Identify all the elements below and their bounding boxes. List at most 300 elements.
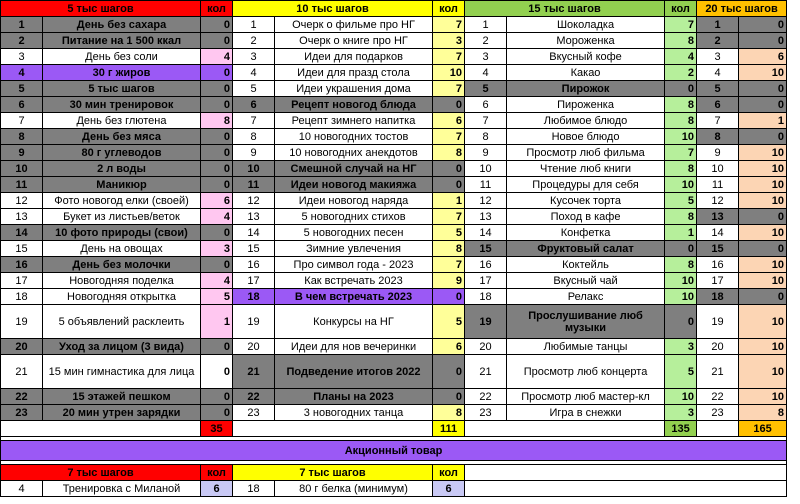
g1-task-name: День без соли [43, 49, 201, 65]
table-row [1, 389, 787, 405]
g3-row-number: 20 [465, 339, 507, 355]
header-20k-title: 20 тыс шагов [697, 1, 787, 17]
g1-task-name: День без молочки [43, 257, 201, 273]
g4-task-count: 10 [739, 193, 787, 209]
g3-task-name: Просмотр люб концерта [507, 355, 665, 389]
promo-item-2-count: 6 [433, 481, 465, 497]
g3-task-count: 10 [665, 129, 697, 145]
g2-task-name: Зимние увлечения [275, 241, 433, 257]
g3-task-name: Игра в снежки [507, 405, 665, 421]
g1-task-count: 0 [201, 97, 233, 113]
g4-task-count: 10 [739, 177, 787, 193]
g3-task-count: 0 [665, 241, 697, 257]
g2-row-number: 18 [233, 289, 275, 305]
g1-task-name: День на овощах [43, 241, 201, 257]
g1-task-name: Новогодняя поделка [43, 273, 201, 289]
table-row [1, 405, 787, 421]
g3-task-count: 10 [665, 389, 697, 405]
g4-task-count: 10 [739, 257, 787, 273]
g1-task-name: Уход за лицом (3 вида) [43, 339, 201, 355]
g3-task-count: 2 [665, 65, 697, 81]
g1-row-number: 19 [1, 305, 43, 339]
total-20k: 165 [739, 421, 787, 437]
promo-item-1-name: Тренировка с Миланой [43, 481, 201, 497]
g1-task-count: 0 [201, 389, 233, 405]
g2-task-name: 10 новогодних тостов [275, 129, 433, 145]
g2-task-count: 5 [433, 225, 465, 241]
g1-row-number: 9 [1, 145, 43, 161]
g2-row-number: 4 [233, 65, 275, 81]
g2-row-number: 9 [233, 145, 275, 161]
g4-row-number: 4 [697, 65, 739, 81]
g2-task-name: Идеи для подарков [275, 49, 433, 65]
g1-task-count: 6 [201, 193, 233, 209]
g2-task-count: 0 [433, 161, 465, 177]
g2-task-count: 9 [433, 273, 465, 289]
totals-row [1, 421, 787, 437]
g3-row-number: 22 [465, 389, 507, 405]
promo-item-1-count: 6 [201, 481, 233, 497]
g2-row-number: 6 [233, 97, 275, 113]
g1-task-count: 1 [201, 305, 233, 339]
total-5k: 35 [201, 421, 233, 437]
g2-task-count: 1 [433, 193, 465, 209]
g3-task-name: Новое блюдо [507, 129, 665, 145]
g4-task-count: 1 [739, 113, 787, 129]
g3-row-number: 5 [465, 81, 507, 97]
g2-task-count: 7 [433, 129, 465, 145]
g2-task-count: 0 [433, 97, 465, 113]
g3-row-number: 13 [465, 209, 507, 225]
g2-task-count: 3 [433, 33, 465, 49]
g1-task-count: 0 [201, 257, 233, 273]
g3-row-number: 19 [465, 305, 507, 339]
g2-row-number: 1 [233, 17, 275, 33]
g3-row-number: 6 [465, 97, 507, 113]
g3-row-number: 4 [465, 65, 507, 81]
g2-row-number: 19 [233, 305, 275, 339]
blank-cell [465, 465, 787, 481]
table-row [1, 97, 787, 113]
g3-row-number: 8 [465, 129, 507, 145]
g3-row-number: 7 [465, 113, 507, 129]
g1-task-name: 5 объявлений расклеить [43, 305, 201, 339]
promo-header-1-title: 7 тыс шагов [1, 465, 201, 481]
g4-row-number: 19 [697, 305, 739, 339]
g2-task-name: 5 новогодних стихов [275, 209, 433, 225]
g4-task-count: 0 [739, 33, 787, 49]
blank-cell [697, 421, 739, 437]
g1-task-count: 4 [201, 49, 233, 65]
blank-cell [465, 421, 665, 437]
promo-item-1-number: 4 [1, 481, 43, 497]
g3-task-count: 7 [665, 17, 697, 33]
g3-row-number: 14 [465, 225, 507, 241]
g2-task-name: Идеи украшения дома [275, 81, 433, 97]
g3-task-count: 1 [665, 225, 697, 241]
g2-task-count: 7 [433, 49, 465, 65]
g2-task-name: Рецепт новогод блюда [275, 97, 433, 113]
promo-item-2-name: 80 г белка (минимум) [275, 481, 433, 497]
g3-task-count: 0 [665, 81, 697, 97]
g1-row-number: 11 [1, 177, 43, 193]
g1-row-number: 8 [1, 129, 43, 145]
g3-task-count: 0 [665, 305, 697, 339]
g4-task-count: 8 [739, 405, 787, 421]
g1-task-count: 0 [201, 33, 233, 49]
g2-task-count: 0 [433, 289, 465, 305]
g1-row-number: 1 [1, 17, 43, 33]
g2-row-number: 17 [233, 273, 275, 289]
table-row [1, 177, 787, 193]
g4-row-number: 17 [697, 273, 739, 289]
promo-item-2-number: 18 [233, 481, 275, 497]
table-row [1, 225, 787, 241]
g4-row-number: 13 [697, 209, 739, 225]
g1-task-count: 4 [201, 273, 233, 289]
g2-task-name: Идеи для празд стола [275, 65, 433, 81]
header-5k-title: 5 тыс шагов [1, 1, 201, 17]
g1-task-name: Новогодняя открытка [43, 289, 201, 305]
g1-task-name: Маникюр [43, 177, 201, 193]
blank-cell [1, 421, 201, 437]
g3-task-count: 10 [665, 177, 697, 193]
header-15k-kol: кол [665, 1, 697, 17]
g1-task-count: 8 [201, 113, 233, 129]
g3-task-name: Чтение люб книги [507, 161, 665, 177]
g1-task-count: 0 [201, 129, 233, 145]
g3-row-number: 1 [465, 17, 507, 33]
g3-row-number: 23 [465, 405, 507, 421]
g4-row-number: 23 [697, 405, 739, 421]
g3-task-count: 10 [665, 273, 697, 289]
table-row [1, 193, 787, 209]
table-row [1, 17, 787, 33]
blank-cell [233, 421, 433, 437]
g2-task-name: Как встречать 2023 [275, 273, 433, 289]
g1-row-number: 3 [1, 49, 43, 65]
table-row [1, 209, 787, 225]
g1-task-name: День без сахара [43, 17, 201, 33]
g1-task-name: День без мяса [43, 129, 201, 145]
g1-row-number: 21 [1, 355, 43, 389]
g3-task-name: Мороженка [507, 33, 665, 49]
g2-row-number: 3 [233, 49, 275, 65]
g2-task-count: 8 [433, 405, 465, 421]
g4-row-number: 8 [697, 129, 739, 145]
g3-task-count: 8 [665, 257, 697, 273]
g1-task-name: 30 г жиров [43, 65, 201, 81]
g1-row-number: 17 [1, 273, 43, 289]
g3-task-count: 5 [665, 355, 697, 389]
g2-task-count: 0 [433, 389, 465, 405]
g3-task-count: 3 [665, 405, 697, 421]
g4-row-number: 20 [697, 339, 739, 355]
g3-task-name: Кусочек торта [507, 193, 665, 209]
g4-row-number: 12 [697, 193, 739, 209]
g4-row-number: 21 [697, 355, 739, 389]
promo-header-2-kol: кол [433, 465, 465, 481]
g2-task-count: 0 [433, 355, 465, 389]
g1-row-number: 2 [1, 33, 43, 49]
g2-row-number: 10 [233, 161, 275, 177]
g4-task-count: 0 [739, 17, 787, 33]
g3-task-name: Процедуры для себя [507, 177, 665, 193]
promo-item-row [1, 481, 787, 497]
g4-row-number: 7 [697, 113, 739, 129]
g2-task-count: 0 [433, 177, 465, 193]
g3-task-name: Пироженка [507, 97, 665, 113]
table-row [1, 273, 787, 289]
g3-task-count: 8 [665, 161, 697, 177]
g3-task-count: 3 [665, 339, 697, 355]
g4-row-number: 10 [697, 161, 739, 177]
g3-task-name: Любимое блюдо [507, 113, 665, 129]
g1-task-count: 0 [201, 145, 233, 161]
g3-row-number: 15 [465, 241, 507, 257]
g2-task-count: 6 [433, 339, 465, 355]
g1-task-name: 15 этажей пешком [43, 389, 201, 405]
g2-row-number: 23 [233, 405, 275, 421]
table-row [1, 145, 787, 161]
g4-row-number: 14 [697, 225, 739, 241]
g4-task-count: 0 [739, 289, 787, 305]
g3-task-name: Фруктовый салат [507, 241, 665, 257]
g2-row-number: 21 [233, 355, 275, 389]
table-row [1, 113, 787, 129]
g2-task-name: Подведение итогов 2022 [275, 355, 433, 389]
g4-task-count: 0 [739, 209, 787, 225]
g4-row-number: 15 [697, 241, 739, 257]
g1-task-name: 80 г углеводов [43, 145, 201, 161]
g3-task-count: 5 [665, 193, 697, 209]
g1-task-count: 0 [201, 65, 233, 81]
g3-task-count: 8 [665, 33, 697, 49]
g4-task-count: 10 [739, 145, 787, 161]
g4-task-count: 0 [739, 129, 787, 145]
table-row [1, 49, 787, 65]
g3-row-number: 18 [465, 289, 507, 305]
g1-task-count: 0 [201, 81, 233, 97]
g3-task-name: Релакс [507, 289, 665, 305]
g2-row-number: 7 [233, 113, 275, 129]
g4-task-count: 10 [739, 161, 787, 177]
header-15k-title: 15 тыс шагов [465, 1, 665, 17]
header-5k-kol: кол [201, 1, 233, 17]
g1-task-count: 4 [201, 209, 233, 225]
g1-row-number: 14 [1, 225, 43, 241]
g2-task-count: 7 [433, 81, 465, 97]
g1-task-name: 30 мин тренировок [43, 97, 201, 113]
g2-row-number: 2 [233, 33, 275, 49]
g1-task-count: 0 [201, 17, 233, 33]
g2-task-name: Рецепт зимнего напитка [275, 113, 433, 129]
g4-row-number: 2 [697, 33, 739, 49]
g1-row-number: 23 [1, 405, 43, 421]
g2-task-count: 7 [433, 17, 465, 33]
g4-task-count: 10 [739, 305, 787, 339]
g3-task-name: Конфетка [507, 225, 665, 241]
table-row [1, 129, 787, 145]
g2-task-count: 7 [433, 257, 465, 273]
g2-task-count: 6 [433, 113, 465, 129]
g1-task-name: 2 л воды [43, 161, 201, 177]
g3-task-name: Вкусный кофе [507, 49, 665, 65]
g2-task-count: 5 [433, 305, 465, 339]
g1-row-number: 16 [1, 257, 43, 273]
g1-row-number: 10 [1, 161, 43, 177]
table-row [1, 305, 787, 339]
g1-task-name: День без глютена [43, 113, 201, 129]
g3-task-count: 4 [665, 49, 697, 65]
g2-task-name: 3 новогодних танца [275, 405, 433, 421]
g4-row-number: 22 [697, 389, 739, 405]
g3-task-count: 8 [665, 209, 697, 225]
g3-task-count: 7 [665, 145, 697, 161]
header-row [1, 1, 787, 17]
g1-task-count: 0 [201, 161, 233, 177]
g3-task-name: Коктейль [507, 257, 665, 273]
g2-task-count: 8 [433, 241, 465, 257]
g3-row-number: 16 [465, 257, 507, 273]
g1-row-number: 20 [1, 339, 43, 355]
g1-task-count: 0 [201, 177, 233, 193]
g3-task-name: Пирожок [507, 81, 665, 97]
g4-row-number: 5 [697, 81, 739, 97]
g2-row-number: 14 [233, 225, 275, 241]
table-row [1, 65, 787, 81]
g1-task-count: 3 [201, 241, 233, 257]
g1-row-number: 13 [1, 209, 43, 225]
g1-task-name: Питание на 1 500 ккал [43, 33, 201, 49]
g2-row-number: 5 [233, 81, 275, 97]
g2-task-name: Идеи новогод макияжа [275, 177, 433, 193]
g4-task-count: 10 [739, 355, 787, 389]
g4-row-number: 9 [697, 145, 739, 161]
g1-task-count: 0 [201, 339, 233, 355]
g4-task-count: 10 [739, 225, 787, 241]
g2-task-name: 10 новогодних анекдотов [275, 145, 433, 161]
g4-task-count: 6 [739, 49, 787, 65]
g3-task-name: Любимые танцы [507, 339, 665, 355]
g3-task-name: Просмотр люб фильма [507, 145, 665, 161]
header-10k-kol: кол [433, 1, 465, 17]
g1-task-count: 0 [201, 355, 233, 389]
g2-task-name: Смешной случай на НГ [275, 161, 433, 177]
g1-row-number: 6 [1, 97, 43, 113]
g4-task-count: 10 [739, 389, 787, 405]
promo-title-row [1, 441, 787, 461]
g3-task-name: Поход в кафе [507, 209, 665, 225]
g2-row-number: 16 [233, 257, 275, 273]
g3-task-name: Просмотр люб мастер-кл [507, 389, 665, 405]
g1-row-number: 7 [1, 113, 43, 129]
g3-task-count: 8 [665, 113, 697, 129]
g1-task-name: 20 мин утрен зарядки [43, 405, 201, 421]
table-row [1, 257, 787, 273]
g2-task-count: 8 [433, 145, 465, 161]
g3-task-name: Прослушивание люб музыки [507, 305, 665, 339]
g2-task-name: Конкурсы на НГ [275, 305, 433, 339]
table-row [1, 355, 787, 389]
g4-row-number: 18 [697, 289, 739, 305]
g3-row-number: 9 [465, 145, 507, 161]
g3-task-name: Шоколадка [507, 17, 665, 33]
g1-task-name: 10 фото природы (свои) [43, 225, 201, 241]
promo-title: Акционный товар [1, 441, 787, 461]
g1-row-number: 15 [1, 241, 43, 257]
g3-row-number: 2 [465, 33, 507, 49]
g1-row-number: 4 [1, 65, 43, 81]
g2-task-name: 5 новогодних песен [275, 225, 433, 241]
g1-row-number: 12 [1, 193, 43, 209]
g2-task-name: Очерк о фильме про НГ [275, 17, 433, 33]
promo-header-row [1, 465, 787, 481]
g4-row-number: 11 [697, 177, 739, 193]
header-10k-title: 10 тыс шагов [233, 1, 433, 17]
table-row [1, 81, 787, 97]
g4-task-count: 0 [739, 241, 787, 257]
g2-task-name: В чем встречать 2023 [275, 289, 433, 305]
table-row [1, 289, 787, 305]
g4-task-count: 0 [739, 81, 787, 97]
g4-task-count: 10 [739, 65, 787, 81]
g3-task-name: Вкусный чай [507, 273, 665, 289]
g2-row-number: 13 [233, 209, 275, 225]
g2-row-number: 15 [233, 241, 275, 257]
g2-task-count: 7 [433, 209, 465, 225]
g4-row-number: 16 [697, 257, 739, 273]
g1-row-number: 5 [1, 81, 43, 97]
g2-task-name: Про символ года - 2023 [275, 257, 433, 273]
g1-task-count: 0 [201, 405, 233, 421]
g3-row-number: 10 [465, 161, 507, 177]
g2-task-name: Идеи для нов вечеринки [275, 339, 433, 355]
promo-header-1-kol: кол [201, 465, 233, 481]
g3-row-number: 17 [465, 273, 507, 289]
g1-row-number: 22 [1, 389, 43, 405]
g2-row-number: 8 [233, 129, 275, 145]
g2-task-name: Идеи новогод наряда [275, 193, 433, 209]
g2-task-count: 10 [433, 65, 465, 81]
blank-cell [465, 481, 787, 497]
table-row [1, 241, 787, 257]
g2-task-name: Очерк о книге про НГ [275, 33, 433, 49]
g3-row-number: 11 [465, 177, 507, 193]
g1-task-count: 5 [201, 289, 233, 305]
g1-task-count: 0 [201, 225, 233, 241]
g4-task-count: 10 [739, 273, 787, 289]
total-15k: 135 [665, 421, 697, 437]
g2-task-name: Планы на 2023 [275, 389, 433, 405]
g1-task-name: 15 мин гимнастика для лица [43, 355, 201, 389]
g1-task-name: Букет из листьев/веток [43, 209, 201, 225]
g4-row-number: 3 [697, 49, 739, 65]
g2-row-number: 11 [233, 177, 275, 193]
g3-task-count: 8 [665, 97, 697, 113]
table-row [1, 161, 787, 177]
g3-row-number: 21 [465, 355, 507, 389]
g4-row-number: 1 [697, 17, 739, 33]
g1-task-name: Фото новогод елки (своей) [43, 193, 201, 209]
promo-header-2-title: 7 тыс шагов [233, 465, 433, 481]
g1-row-number: 18 [1, 289, 43, 305]
g2-row-number: 20 [233, 339, 275, 355]
g3-row-number: 3 [465, 49, 507, 65]
g3-task-name: Какао [507, 65, 665, 81]
g3-task-count: 10 [665, 289, 697, 305]
g4-task-count: 0 [739, 97, 787, 113]
